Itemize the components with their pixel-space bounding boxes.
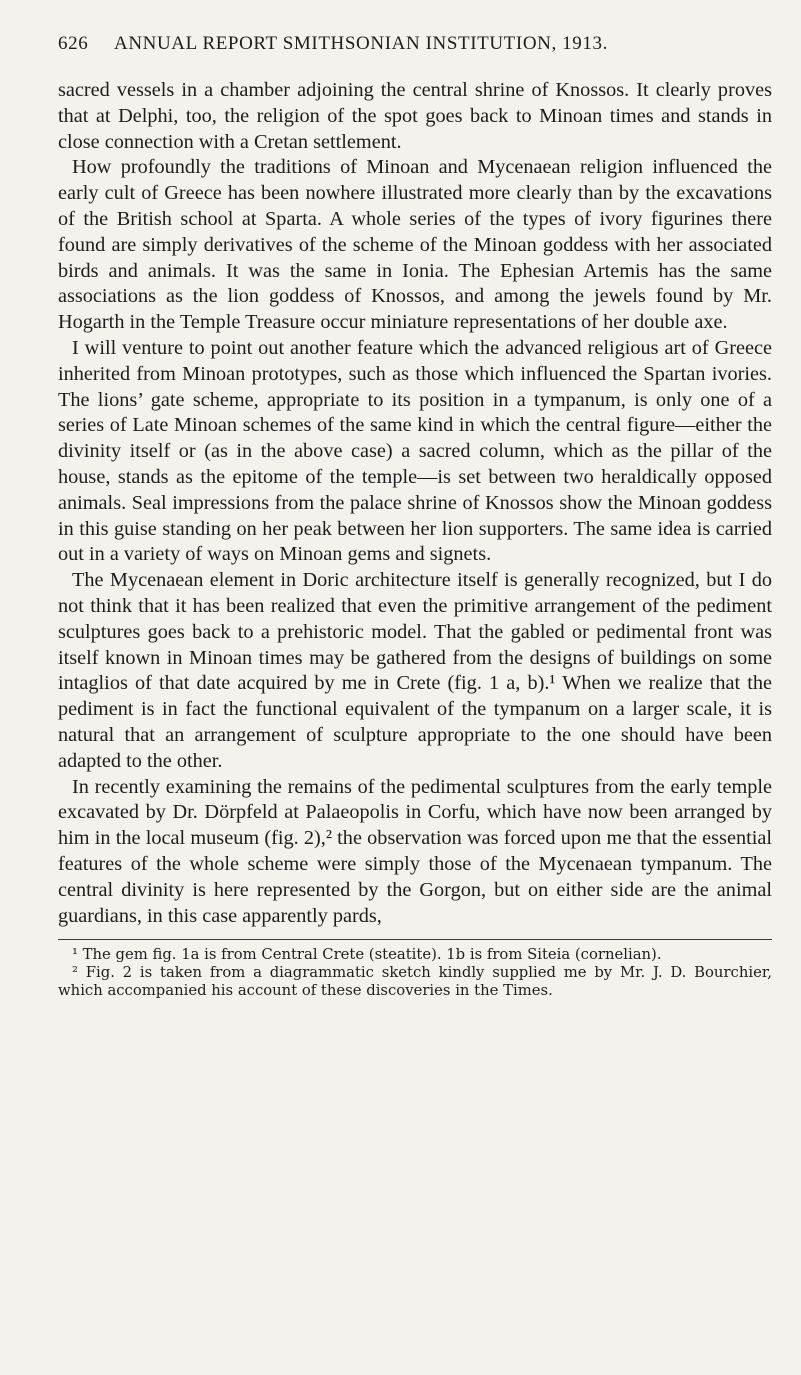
footnote: ² Fig. 2 is taken from a diagrammatic sketch kindly supplied me by Mr. J. D. Bourchier, which accompanied his account of these discoveries in the Times. (58, 964, 772, 1000)
body-text (58, 78, 772, 929)
footnote: ¹ The gem fig. 1a is from Central Crete (steatite). 1b is from Siteia (cornelian). (72, 946, 662, 964)
page-header (58, 30, 772, 58)
page-number: 626 (58, 33, 89, 54)
paragraph: In recently examining the remains of the pedimental sculptures from the early temple excavated by Dr. Dörpfeld at Palaeopolis in Corfu, which have now been arranged by him in the local museum (fig. 2),² the observation was forced upon me that the essential features of the whole scheme were simply those of the Mycenaean tympanum. The central divinity is here represented by the Gorgon, but on either side are the animal guardians, in this case apparently pards, (58, 775, 772, 927)
paragraph: I will venture to point out another feature which the advanced religious art of Greece inherited from Minoan prototypes, such as those which influenced the Spartan ivories. The lions’ gate scheme, appropriate to its position in a tympanum, is only one of a series of Late Minoan schemes of the same kind in which the central figure—either the divinity itself or (as in the above case) a sacred column, which as the pillar of the house, stands as the epitome of the temple—is set between two heraldically opposed animals. Seal impressions from the palace shrine of Knossos show the Minoan goddess in this guise standing on her peak between her lion supporters. The same idea is carried out in a variety of ways on Minoan gems and signets. (58, 336, 772, 566)
paragraph: How profoundly the traditions of Minoan and Mycenaean religion influenced the early cult of Greece has been nowhere illustrated more clearly than by the excavations of the British school at Sparta. A whole series of the types of ivory figurines there found are simply derivatives of the scheme of the Minoan goddess with her associated birds and animals. It was the same in Ionia. The Ephesian Artemis has the same associations as the lion goddess of Knossos, and among the jewels found by Mr. Hogarth in the Temple Treasure occur miniature representations of her double axe. (58, 156, 772, 334)
footnotes (58, 946, 772, 1000)
footnote-divider (58, 939, 772, 940)
paragraph: The Mycenaean element in Doric architecture itself is generally recognized, but I do not think that it has been realized that even the primitive arrangement of the pediment sculptures goes back to a prehistoric model. That the gabled or pedimental front was itself known in Minoan times may be gathered from the designs of buildings on some intaglios of that date acquired by me in Crete (fig. 1 a, b).¹ When we realize that the pediment is in fact the functional equivalent of the tympanum on a larger scale, it is natural that an arrangement of sculpture appropriate to the one should have been adapted to the other. (58, 569, 772, 772)
running-head: ANNUAL REPORT SMITHSONIAN INSTITUTION, 1913. (114, 33, 608, 54)
page (58, 30, 772, 1000)
paragraph: sacred vessels in a chamber adjoining the central shrine of Knossos. It clearly proves that at Delphi, too, the religion of the spot goes back to Minoan times and stands in close connection with a Cretan settlement. (58, 79, 772, 153)
